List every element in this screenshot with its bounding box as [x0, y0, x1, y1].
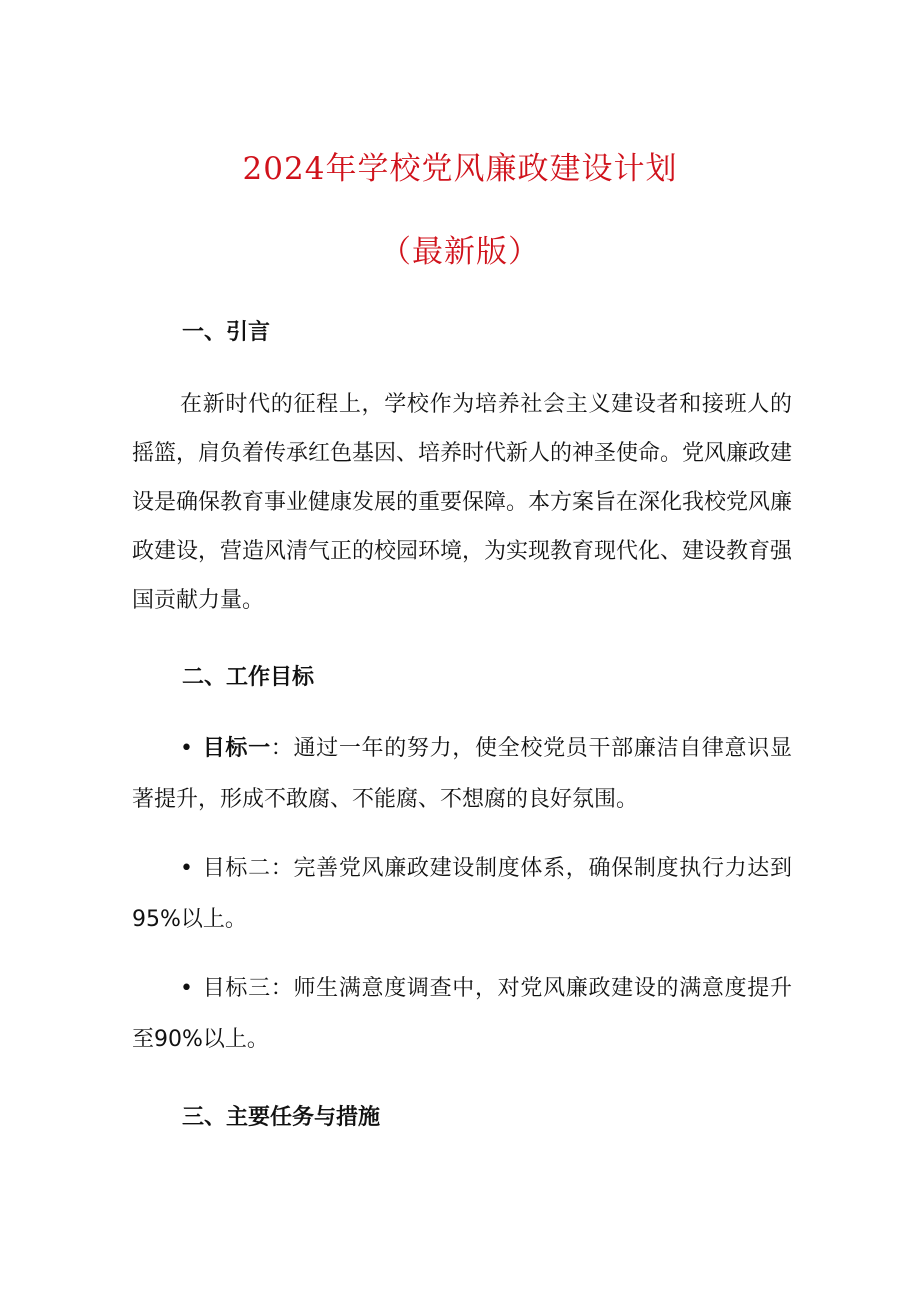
bullet-icon: • [180, 856, 193, 881]
goal-item [132, 963, 792, 1065]
goal-text: 完善党风廉政建设制度体系，确保制度执行力达到95%以上。 [132, 856, 792, 932]
bullet-icon: • [180, 976, 193, 1001]
goal-item [132, 723, 792, 825]
goal-label: 目标二 [202, 856, 271, 881]
goal-label: 目标三 [202, 976, 271, 1001]
introduction-paragraph: 在新时代的征程上，学校作为培养社会主义建设者和接班人的摇篮，肩负着传承红色基因、培养时代新人的神圣使命。党风廉政建设是确保教育事业健康发展的重要保障。本方案旨在深化我校党风廉政建设，营造风清气正的校园环境，为实现教育现代化、建设教育强国贡献力量。 [132, 392, 793, 613]
section-heading-introduction: 一、引言 [182, 320, 271, 345]
goal-separator: ： [270, 736, 294, 761]
document-title: 2024年学校党风廉政建设计划 [242, 151, 678, 187]
goal-text: 师生满意度调查中，对党风廉政建设的满意度提升至90%以上。 [132, 976, 792, 1052]
bullet-icon: • [180, 736, 193, 761]
document-subtitle: （最新版） [380, 234, 540, 270]
goal-separator: ： [270, 976, 294, 1001]
goal-text: 通过一年的努力，使全校党员干部廉洁自律意识显著提升，形成不敢腐、不能腐、不想腐的良好氛围。 [132, 736, 792, 812]
section-heading-tasks: 三、主要任务与措施 [182, 1105, 381, 1130]
goal-separator: ： [270, 856, 294, 881]
section-heading-goals: 二、工作目标 [182, 665, 315, 690]
goal-label: 目标一 [202, 736, 271, 761]
goal-item [132, 843, 792, 945]
